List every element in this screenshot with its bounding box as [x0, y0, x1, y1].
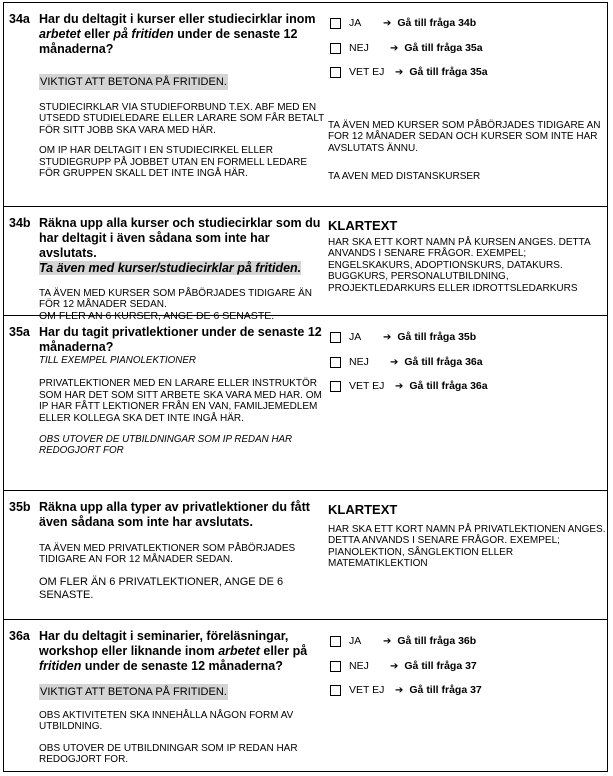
option-ja[interactable]: JA ➔ Gå till fråga 34b — [330, 17, 476, 29]
arrow-right-icon: ➔ — [395, 380, 404, 392]
question-number: 34b — [9, 216, 31, 230]
question-text: Räkna upp alla typer av privatlektioner du fått även sådana som inte har avslutats. — [39, 500, 310, 529]
interviewer-note: OBS UTOVER DE UTBILDNINGAR SOM IP REDAN HAR REDOGJORT FOR — [39, 434, 293, 457]
checkbox[interactable] — [330, 332, 341, 343]
arrow-right-icon: ➔ — [395, 66, 404, 78]
questionnaire-form — [3, 2, 608, 772]
question-text: Räkna upp alla kurser och studiecirklar som du har deltagit i även sådana som inte har avslutats. — [39, 216, 321, 260]
question-number: 35b — [9, 500, 31, 514]
klartext-label: KLARTEXT — [328, 502, 398, 517]
option-nej[interactable]: NEJ ➔ Gå till fråga 37 — [330, 660, 477, 672]
checkbox[interactable] — [330, 67, 341, 78]
checkbox[interactable] — [330, 357, 341, 368]
klartext-label: KLARTEXT — [328, 218, 398, 233]
interviewer-note: TA AVEN MED DISTANSKURSER — [328, 171, 481, 182]
option-ja[interactable]: JA ➔ Gå till fråga 35b — [330, 331, 476, 343]
arrow-right-icon: ➔ — [383, 635, 392, 647]
option-nej[interactable]: NEJ ➔ Gå till fråga 35a — [330, 42, 483, 54]
checkbox[interactable] — [330, 636, 341, 647]
question-number: 34a — [9, 12, 30, 26]
checkbox[interactable] — [330, 43, 341, 54]
interviewer-note: OM FLER AN 6 KURSER, ANGE DE 6 SENASTE. — [39, 309, 275, 322]
checkbox[interactable] — [330, 685, 341, 696]
highlight-note: Ta även med kurser/studiecirklar på fritiden. — [39, 261, 302, 275]
interviewer-note: TA ÄVEN MED KURSER SOM PÅBÖRJADES TIDIGARE ÄN FÖR 12 MÅNADER SEDAN. — [39, 288, 313, 311]
question-text: Har du deltagit i kurser eller studiecirklar inom arbetet eller på fritiden under de senaste 12 månaderna? — [39, 12, 316, 56]
question-number: 36a — [9, 629, 30, 643]
question-35a — [4, 315, 607, 490]
checkbox[interactable] — [330, 381, 341, 392]
interviewer-note: OM FLER ÄN 6 PRIVATLEKTIONER, ANGE DE 6 SENASTE. — [39, 575, 284, 602]
arrow-right-icon: ➔ — [390, 660, 399, 672]
arrow-right-icon: ➔ — [383, 331, 392, 343]
arrow-right-icon: ➔ — [383, 17, 392, 29]
question-36a — [4, 619, 607, 771]
checkbox[interactable] — [330, 661, 341, 672]
option-ja[interactable]: JA ➔ Gå till fråga 36b — [330, 635, 476, 647]
question-34a — [4, 3, 607, 206]
question-34b — [4, 206, 607, 322]
interviewer-note: OM IP HAR DELTAGIT I EN STUDIECIRKEL ELLER STUDIEGRUPP PÅ JOBBET UTAN EN FORMELL LEDARE FÖR GRUPPEN SKALL DET INTE INGÅ HÄR. — [39, 145, 308, 180]
arrow-right-icon: ➔ — [390, 42, 399, 54]
question-text: Har du tagit privatlektioner under de senaste 12 månaderna? — [39, 325, 322, 354]
interviewer-note: HAR SKA ETT KORT NAMN PÅ PRIVATLEKTIONEN ANGES. DETTA ANVANDS I SENARE FRÅGOR. EXEMPEL; PIANOLEKTION, SÅNGLEKTION ELLER MATEMATIKLEKTION — [328, 524, 606, 570]
interviewer-note: HAR SKA ETT KORT NAMN PÅ KURSEN ANGES. DETTA ANVANDS I SENARE FRÅGOR. EXEMPEL; ENGELSKAKURS, ADOPTIONSKURS, DATAKURS. BUGGKURS, PERSONALUTBILDNING, PROJEKTLEDARKURS ELLER IDROTTSLEDARKURS — [328, 237, 591, 294]
highlight-note: VIKTIGT ATT BETONA PÅ FRITIDEN. — [40, 686, 227, 698]
interviewer-note: STUDIECIRKLAR VIA STUDIEFORBUND T.EX. ABF MED EN UTSEDD STUDIELEDARE ELLER LARARE SOM FÅR BETALT FÖR SITT JOBB SKA VARA MED HÄR. — [39, 102, 325, 136]
arrow-right-icon: ➔ — [390, 356, 399, 368]
example-note: TILL EXEMPEL PIANOLEKTIONER — [39, 355, 196, 366]
option-vet-ej[interactable]: VET EJ ➔ Gå till fråga 37 — [330, 684, 482, 696]
question-35b — [4, 490, 607, 619]
option-vet-ej[interactable]: VET EJ ➔ Gå till fråga 35a — [330, 66, 488, 78]
interviewer-note: OBS AKTIVITETEN SKA INNEHÅLLA NÅGON FORM AV UTBILDNING. — [39, 710, 294, 733]
question-text: Har du deltagit i seminarier, föreläsningar, workshop eller liknande inom arbetet eller på fritiden under de senaste 12 månaderna? — [39, 629, 308, 673]
interviewer-note: TA ÄVEN MED KURSER SOM PÅBÖRJADES TIDIGARE AN FOR 12 MÅNADER SEDAN OCH KURSER SOM INTE HAR AVSLUTATS ÄNNU. — [328, 120, 601, 154]
option-vet-ej[interactable]: VET EJ ➔ Gå till fråga 36a — [330, 380, 488, 392]
interviewer-note: TA ÄVEN MED PRIVATLEKTIONER SOM PÅBÖRJADES TIDIGARE AN FOR 12 MÅNADER SEDAN. — [39, 543, 296, 566]
arrow-right-icon: ➔ — [395, 684, 404, 696]
highlight-note: VIKTIGT ATT BETONA PÅ FRITIDEN. — [40, 76, 227, 88]
checkbox[interactable] — [330, 18, 341, 29]
interviewer-note: PRIVATLEKTIONER MED EN LARARE ELLER INSTRUKTÖR SOM HAR DET SOM SITT ARBETE SKA VARA MED HAR. OM IP HAR FÅTT LEKTIONER FRÅN EN VAN, FAMILJEMEDLEM ELLER KOLLEGA SKA DET INTE INGÅ HÄR. — [39, 378, 322, 424]
question-number: 35a — [9, 325, 30, 339]
interviewer-note: OBS UTOVER DE UTBILDNINGAR SOM IP REDAN HAR REDOGJORT FOR. — [39, 742, 298, 766]
option-nej[interactable]: NEJ ➔ Gå till fråga 36a — [330, 356, 483, 368]
